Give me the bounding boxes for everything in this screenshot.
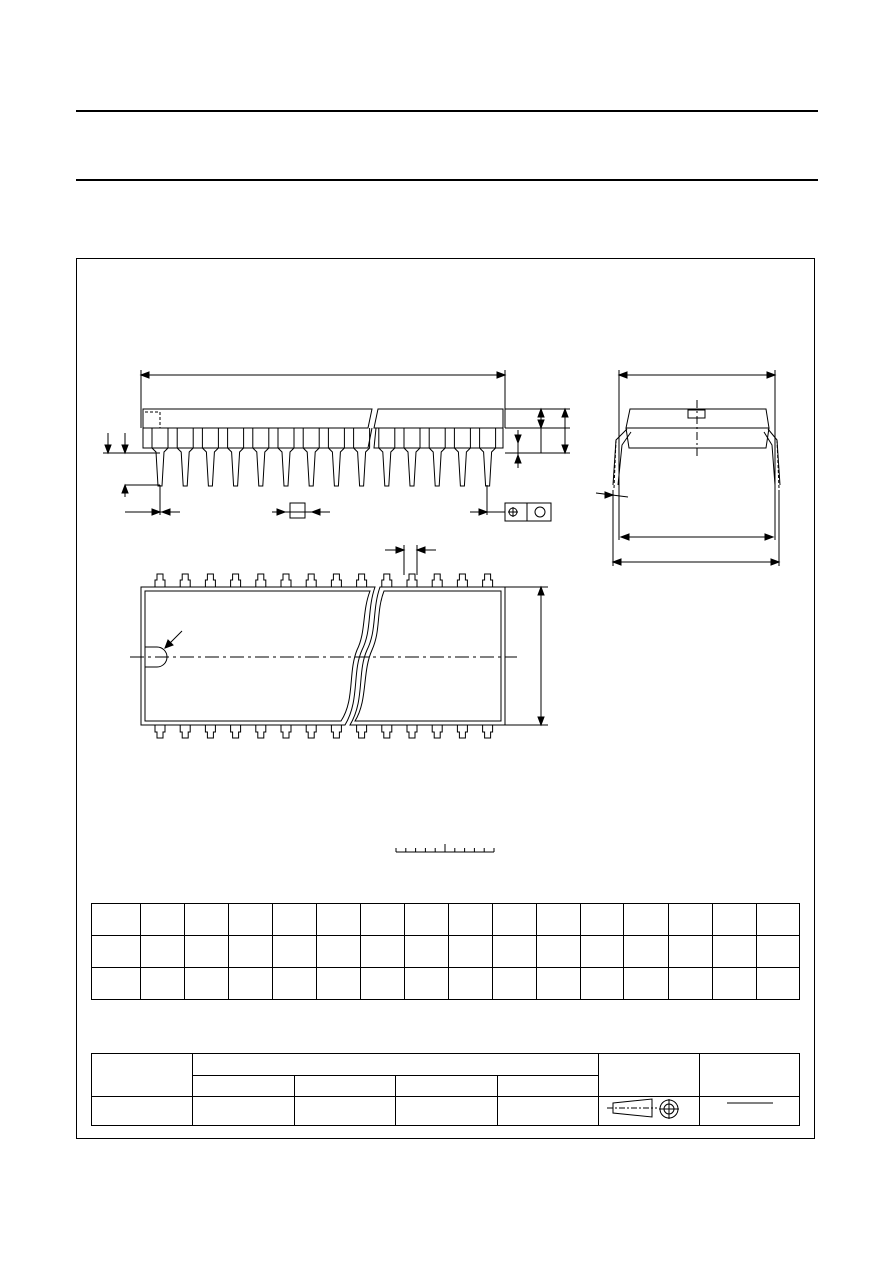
table-cell [669, 936, 713, 968]
eiaj-cell [498, 1075, 599, 1097]
jeita-cell [396, 1075, 498, 1097]
table-cell [713, 936, 757, 968]
bottom-pin [331, 725, 341, 738]
table-cell [405, 968, 449, 1000]
bottom-pin [457, 725, 467, 738]
iec-value-cell [193, 1097, 295, 1126]
top-pin [357, 574, 367, 587]
table-cell [92, 904, 141, 936]
table-cell [361, 968, 405, 1000]
table-cell [537, 904, 581, 936]
end-view [596, 370, 780, 566]
body-right-half [374, 409, 503, 428]
bottom-pin [231, 725, 241, 738]
projection-value-cell [599, 1097, 700, 1126]
body-left-half [143, 409, 372, 428]
bottom-pin [357, 725, 367, 738]
table-cell [273, 904, 317, 936]
side-lead [429, 428, 445, 486]
side-lead [454, 428, 470, 486]
jedec-cell [295, 1075, 396, 1097]
bottom-pin [306, 725, 316, 738]
table-cell [141, 904, 185, 936]
top-pin [231, 574, 241, 587]
table-cell [185, 936, 229, 968]
side-lead [152, 428, 168, 486]
side-lead [404, 428, 420, 486]
jedec-value-cell [295, 1097, 396, 1126]
table-cell [757, 936, 800, 968]
bottom-pin [407, 725, 417, 738]
projection-cell [599, 1054, 700, 1097]
table-cell [581, 936, 624, 968]
bottom-pins [155, 725, 493, 738]
top-body-right [350, 587, 505, 725]
bottom-pin [432, 725, 442, 738]
table-cell [361, 904, 405, 936]
table-cell [92, 936, 141, 968]
top-view [130, 545, 548, 738]
dimensions-table [91, 903, 800, 1000]
table-cell [141, 936, 185, 968]
bottom-pin [256, 725, 266, 738]
issue-date-cell [700, 1054, 800, 1097]
table-row [92, 904, 800, 936]
table-cell [361, 936, 405, 968]
arrow-icon [497, 372, 505, 378]
table-cell [185, 904, 229, 936]
outline-version-cell [92, 1054, 193, 1097]
top-pin [407, 574, 417, 587]
table-cell [669, 968, 713, 1000]
side-lead [177, 428, 193, 486]
bottom-pin [180, 725, 190, 738]
table-cell [713, 968, 757, 1000]
bottom-pin [155, 725, 165, 738]
side-lead [202, 428, 218, 486]
table-cell [537, 968, 581, 1000]
table-cell [581, 968, 624, 1000]
side-lead [354, 428, 370, 486]
table-cell [405, 904, 449, 936]
table-cell [624, 936, 669, 968]
eiaj-value-cell [498, 1097, 599, 1126]
jeita-value-cell [396, 1097, 498, 1126]
table-cell [624, 904, 669, 936]
side-lead [480, 428, 496, 486]
side-lead [303, 428, 319, 486]
table-cell [449, 968, 493, 1000]
table-cell [757, 968, 800, 1000]
table-cell [669, 904, 713, 936]
top-pin [256, 574, 266, 587]
table-cell [92, 968, 141, 1000]
side-lead [228, 428, 244, 486]
scale-bar [396, 844, 494, 852]
table-row [92, 968, 800, 1000]
side-lead [328, 428, 344, 486]
side-lead [278, 428, 294, 486]
outline-version-table [91, 1053, 800, 1126]
side-lead [379, 428, 395, 486]
issue-date-value-cell [700, 1097, 800, 1126]
top-pin [180, 574, 190, 587]
table-cell [273, 968, 317, 1000]
iec-cell [193, 1075, 295, 1097]
top-pin [382, 574, 392, 587]
side-lead [253, 428, 269, 486]
bottom-pin [205, 725, 215, 738]
table-cell [229, 968, 273, 1000]
table-cell [317, 936, 361, 968]
side-view [103, 370, 570, 521]
table-cell [317, 968, 361, 1000]
table-row [92, 936, 800, 968]
table-cell [449, 904, 493, 936]
table-cell [624, 968, 669, 1000]
table-cell [493, 968, 537, 1000]
circle-icon [535, 507, 545, 517]
table-cell [581, 904, 624, 936]
outline-value-cell [92, 1097, 193, 1126]
top-pin [432, 574, 442, 587]
table-cell [185, 968, 229, 1000]
bottom-pin [382, 725, 392, 738]
table-cell [229, 936, 273, 968]
top-pin [483, 574, 493, 587]
top-body-left [141, 587, 375, 725]
table-cell [493, 936, 537, 968]
arrow-icon [141, 372, 149, 378]
table-cell [757, 904, 800, 936]
top-pins [155, 574, 493, 587]
table-cell [141, 968, 185, 1000]
top-pin [205, 574, 215, 587]
table-cell [229, 904, 273, 936]
table-cell [713, 904, 757, 936]
bottom-pin [281, 725, 291, 738]
top-pin [306, 574, 316, 587]
top-pin [281, 574, 291, 587]
table-cell [449, 936, 493, 968]
top-pin [457, 574, 467, 587]
table-cell [317, 904, 361, 936]
top-pin [155, 574, 165, 587]
top-pin [331, 574, 341, 587]
bottom-pin [483, 725, 493, 738]
table-cell [493, 904, 537, 936]
table-cell [405, 936, 449, 968]
table-cell [273, 936, 317, 968]
table-cell [537, 936, 581, 968]
side-leads [152, 428, 496, 486]
references-header-cell [193, 1054, 599, 1076]
